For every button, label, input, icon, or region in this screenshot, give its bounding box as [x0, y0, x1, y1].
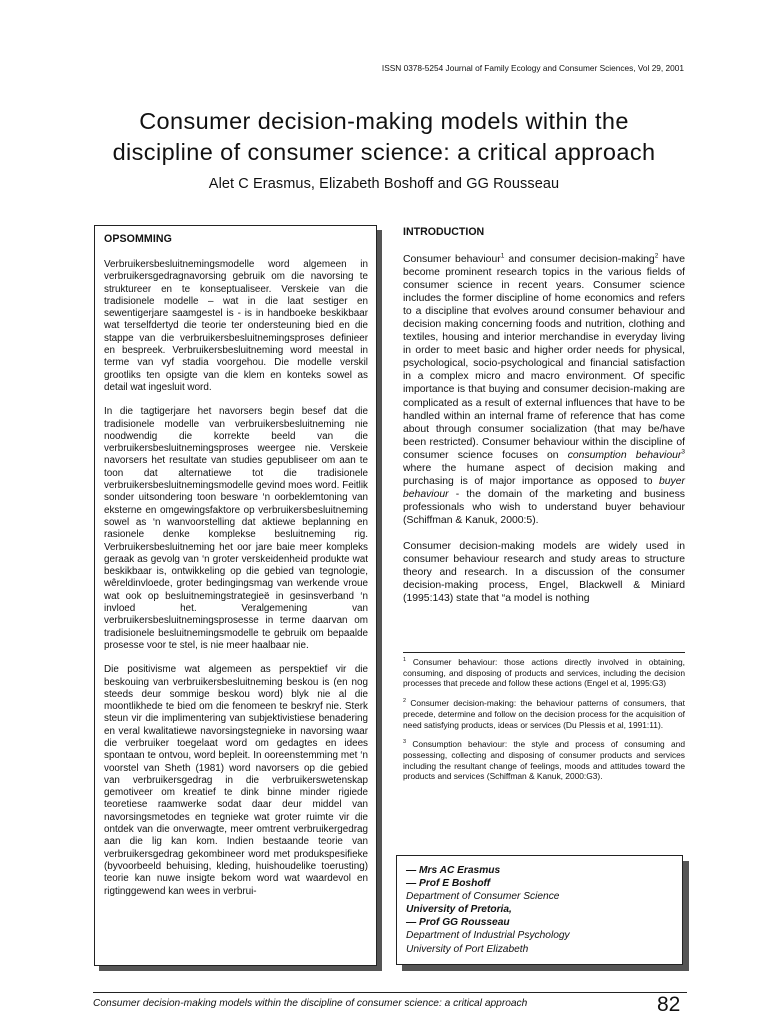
introduction-paragraph-2: Consumer decision-making models are widely used in consumer behaviour research and study areas to structure theory and research. In a discussion of the consumer decision-making process, Engel, Blackwell & Miniard (1995:143) state that “a model is nothing	[403, 540, 685, 605]
footnote-ref-3: 3	[681, 448, 685, 456]
running-title: Consumer decision-making models within the discipline of consumer science: a critical approach	[93, 998, 528, 1009]
author-line: — Prof GG Rousseau	[406, 917, 510, 929]
article-title-line-1: Consumer decision-making models within the	[139, 108, 629, 134]
footnote-text: Consumption behaviour: the style and process of consuming and possessing, collecting and disposing of consumer products and services including the resultant change of feelings, moods and attitudes toward the products and services (Schiffman & Kanuk, 2000:G3).	[403, 739, 685, 782]
author-affiliation-box	[396, 855, 683, 965]
abstract-paragraph: Die positivisme wat algemeen as perspektief vir die beskouing van verbruikersbesluitneming beskou is (en nog steeds deur sommige beskou word) blyk nie al die moontlikhede te bied om die fenomeen te beskryf nie. Sterk steun vir die implimentering van subjektivistiese benadering en veral kwalitatiewe navorsingstegnieke in navorsing waar die verbruiker toegelaat word om gedagtes en idees spontaan te ontvou, word bepleit. In ooreenstemming met ‘n voorstel van Sheth (1981) word navorsers op die gebied van verbruikersgedrag in die verbruikerswetenskap gemotiveer om kreatief te dink binne minder rigiede teoretiese raamwerke sodat daar deur middel van navorsingsmetodes en tegnieke wat groter ruimte vir die ontdek van die onverwagte, meer omtrent verbruikergedrag aan die lig kan kom. Indien bestaande teorie van verbruikersgedrag gekombineer word met produkspesifieke (byvoorbeeld behuising, kleding, huishoudelike toerusting) teorie kan nuwe insigte bekom word wat waardevol en rigtinggewend kan wees in verbrui-	[104, 664, 368, 897]
footnote-number: 3	[403, 739, 407, 746]
footnote-number: 1	[403, 657, 407, 664]
abstract-paragraph: In die tagtigerjare het navorsers begin besef dat die tradisionele modelle van verbruikersbesluitneming nie noodwendig die korrekte beeld van die verbruikersbesluitnemingsproses weergee nie. Verskeie navorsers het resultate van studies gepubliseer om aan te toon dat alternatiewe tot die tradisionele verbruikersbesluitnemingsmodelle gevind moes word. Feitlik sonder uitsondering toon besware ‘n oorbeklemtoning van eksterne en omgewingsfaktore op verbruikersbesluitneming sowel as ‘n wanvoorstelling dat aktiewe beplanning en rasionele denke komplekse besluitneming rig. Verbruikersbesluitneming het oor jare baie meer kompleks geraak as gevolg van ‘n groter verskeidenheid produkte wat beskikbaar is, ontwikkeling op die gebied van tegnologie, wêreldinvloede, groter bedingingsmag van werkende vroue wat ook op besluitnemingstrategieë in gesinsverband ‘n invloed het. Veralgemening van verbruikersbesluitnemingsprosesse in terme daarvan om tradisionele besluitnemingsmodelle te gebruik om bepaalde prosesse voor te stel, is nie meer haalbaar nie.	[104, 406, 368, 651]
footnote	[403, 698, 685, 730]
intro-italic-term: consumption behaviour	[567, 449, 682, 461]
affiliation-line: Department of Consumer Science	[406, 891, 560, 903]
abstract-heading: OPSOMMING	[104, 233, 172, 245]
footnote-ref-2: 2	[654, 252, 659, 260]
introduction-heading: INTRODUCTION	[403, 226, 485, 238]
author-line: — Prof E Boshoff	[406, 878, 491, 890]
abstract-box	[94, 225, 377, 966]
footnotes	[403, 657, 685, 791]
abstract-paragraph: Verbruikersbesluitnemingsmodelle word algemeen in verbruikersgedragnavorsing gebruik om die navorsing te struktureer en te konseptualiseer. Verskeie van die tradisionele modelle – wat in die laat sestiger en sewentigerjare saamgestel is - is in handboeke beskikbaar wat terselfdertyd die teorie ter ondersteuning bied en die stappe van die verbruikersbesluitnemingsproses definieer en bespreek. Verbruikersbesluitneming word meestal in terme van vyf stadia voorgehou. Die modelle verskil grootliks ten opsigte van die klem en konteks sowel as detail wat ingesluit word.	[104, 259, 368, 393]
intro-italic-term: buyer behaviour	[403, 475, 685, 500]
footnote	[403, 739, 685, 782]
intro-text: - the domain of the marketing and business professionals who wish to understand buyer behaviour (Schiffman & Kanuk, 2000:5).	[403, 488, 685, 526]
article-title-line-2: discipline of consumer science: a critical approach	[112, 139, 656, 165]
footnote-divider	[403, 652, 685, 653]
footnote	[403, 657, 685, 689]
article-title	[0, 106, 768, 168]
journal-header: ISSN 0378-5254 Journal of Family Ecology and Consumer Sciences, Vol 29, 2001	[381, 63, 684, 73]
introduction-paragraph-1	[403, 253, 685, 527]
footnote-text: Consumer behaviour: those actions directly involved in obtaining, consuming, and disposing of products and services, including the decision processes that precede and follow these actions (Engel et al, 1995:G3)	[403, 657, 685, 689]
footer-divider	[93, 992, 687, 993]
introduction-section	[403, 226, 685, 618]
intro-text: Consumer behaviour	[403, 254, 501, 265]
intro-text: and consumer decision-making	[504, 254, 655, 265]
affiliation-line: University of Pretoria,	[406, 904, 512, 916]
intro-text: have become prominent research topics in the various fields of consumer science in recent years. Consumer science includes the former discipline of home economics and refers to a discipline that evolves around consumer behaviour and decision making concerning foods and nutrition, clothing and textiles, housing and interior merchandise in everyday living in order to meet basic and higher order needs for physical, psychological, socio-psychological and financial satisfaction in a complex micro and macro environment. Of specific importance is that buying and consumer decision-making are complicated as a result of external influences that have to be handled within an internal frame of reference that has come about through consumer socialization (that may be/have been restricted). Consumer behaviour within the discipline of consumer science focuses on	[403, 254, 685, 461]
intro-text: where the humane aspect of decision making and purchasing is of major importance as opposed to	[403, 462, 685, 487]
affiliation-line: University of Port Elizabeth	[406, 943, 529, 955]
footnote-text: Consumer decision-making: the behaviour patterns of consumers, that precede, determine and follow on the decision process for the acquisition of need satisfying products, ideas or services (Du Plessis et al, 1991:11).	[403, 698, 685, 730]
page-number: 82	[657, 993, 681, 1016]
footnote-number: 2	[403, 698, 407, 705]
author-line: — Mrs AC Erasmus	[406, 865, 501, 876]
affiliation-line: Department of Industrial Psychology	[406, 930, 570, 942]
author-list: Alet C Erasmus, Elizabeth Boshoff and GG Rousseau	[208, 176, 560, 192]
footnote-ref-1: 1	[500, 252, 505, 260]
